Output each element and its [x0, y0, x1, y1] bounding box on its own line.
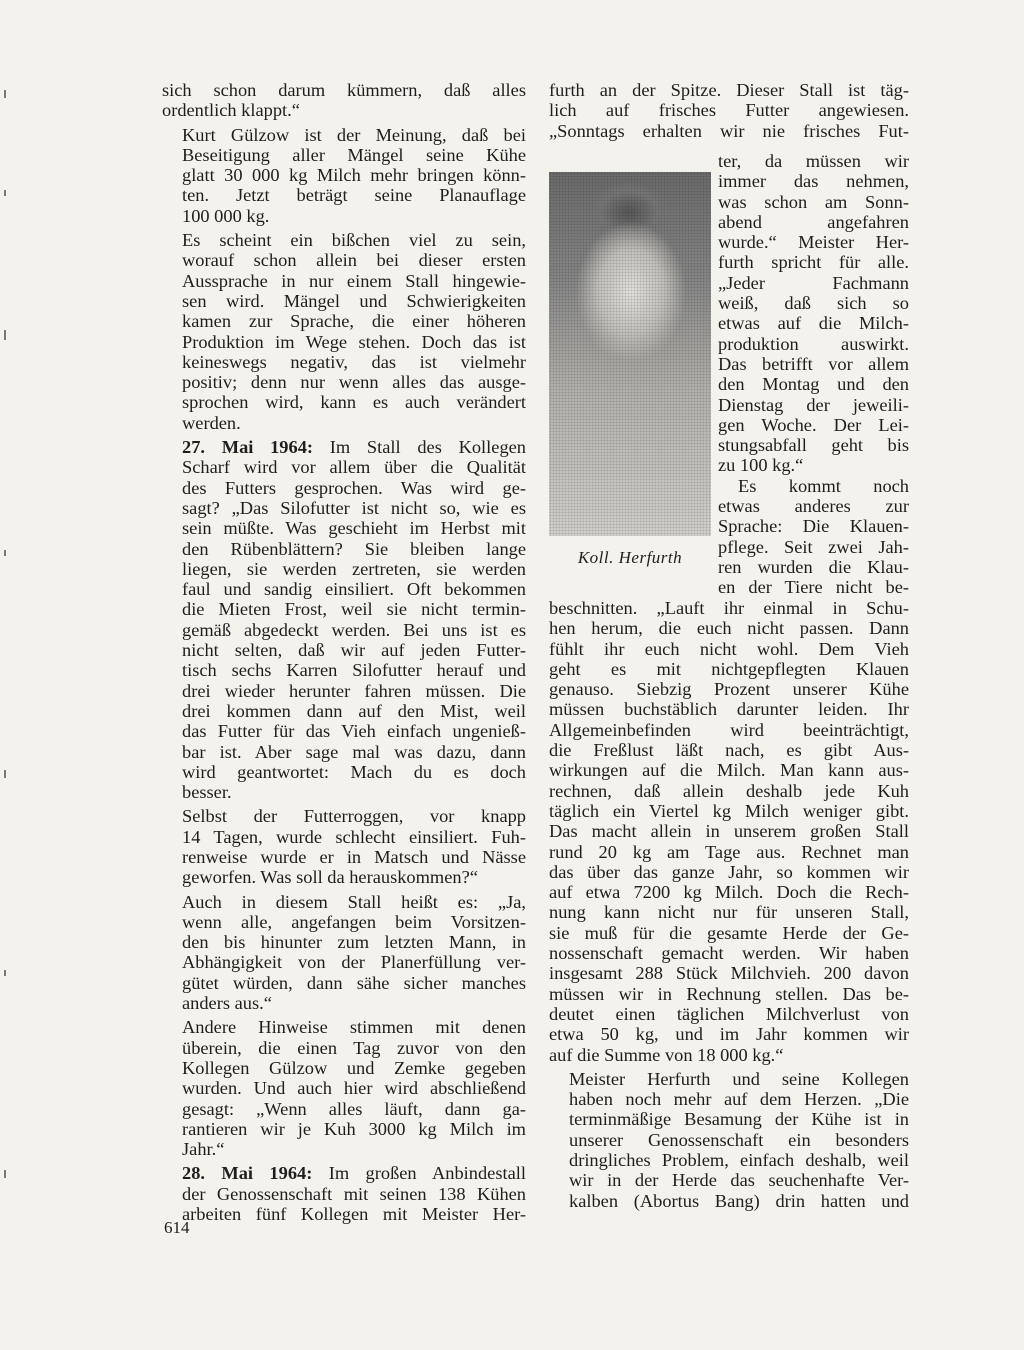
text-line: die Freßlust läßt nach, es gibt Aus-	[549, 740, 909, 761]
text-line: unserer Genossenschaft ein besonders	[569, 1129, 909, 1150]
text-line: Andere Hinweise stimmen mit denen	[182, 1017, 526, 1038]
paragraph	[549, 598, 909, 1065]
text-line: hen herum, die euch nicht passen. Dann	[549, 618, 909, 639]
text-line: faul und sandig einsiliert. Oft bekommen	[182, 579, 526, 600]
text-line: glatt 30 000 kg Milch mehr bringen könn-	[182, 165, 526, 186]
text-line: Selbst der Futterroggen, vor knapp	[182, 806, 526, 827]
text-line: dringliches Problem, einfach deshalb, weil	[569, 1150, 909, 1171]
text-line: deutet einen täglichen Milchverlust von	[549, 1003, 909, 1024]
paragraph	[162, 1163, 526, 1224]
text-line: weiß, daß sich so	[718, 293, 909, 314]
text-line: genauso. Siebzig Prozent unserer Kühe	[549, 679, 909, 700]
text-line: bar ist. Aber sage mal was dazu, dann	[182, 741, 526, 762]
text-line: „Sonntags erhalten wir nie frisches Fut-	[549, 120, 909, 141]
text-line	[162, 1163, 526, 1183]
text-line: ordentlich klappt.“	[162, 100, 300, 121]
text-line: sie muß für die gesamte Herde der Ge-	[549, 922, 909, 943]
text-line: stungsabfall geht bis	[718, 435, 909, 456]
left-text-column	[162, 80, 526, 1224]
text-line: rechnen, daß allein deshalb jede Kuh	[549, 780, 909, 801]
text-line: geworfen. Was soll da herauskommen?“	[182, 867, 478, 888]
text-line: Meister Herfurth und seine Kollegen	[569, 1068, 909, 1089]
text-line: wird geantwortet: Mach du es doch	[182, 761, 526, 782]
text-line: gen Woche. Der Lei-	[718, 414, 909, 435]
text-line: Allgemeinbefinden wird beeinträchtigt,	[549, 719, 909, 740]
text-line: den Montag und den	[718, 374, 909, 395]
text-line: gesagt: „Wenn alles läuft, dann ga-	[182, 1098, 526, 1119]
text-line: worauf schon allein bei dieser ersten	[182, 250, 526, 271]
text-line: ten. Jetzt beträgt seine Planauflage	[182, 185, 526, 206]
text-line: drei wieder herunter fahren müssen. Die	[182, 680, 526, 701]
text-line: sein müßte. Was geschieht im Herbst mit	[182, 518, 526, 539]
portrait-photo	[549, 172, 711, 536]
text-line: den Rübenblättern? Sie bleiben lange	[182, 538, 526, 559]
photo-caption: Koll. Herfurth	[577, 548, 683, 567]
text-line: Das macht allein in unserem großen Stall	[549, 821, 909, 842]
text-line: 100 000 kg.	[182, 205, 270, 226]
text-line: Aussprache in nur einem Stall hingewie-	[182, 270, 526, 291]
text-line: abend angefahren	[718, 211, 909, 232]
line-text: Im Stall des Kollegen	[313, 437, 526, 458]
text-line: ren wurden die Klau-	[718, 556, 909, 577]
text-line: rund 20 kg am Tage aus. Rechnet man	[549, 841, 909, 862]
text-line: Auch in diesem Stall heißt es: „Ja,	[182, 891, 526, 912]
text-line: anders aus.“	[182, 993, 272, 1014]
text-line: etwas anderes zur	[718, 496, 909, 517]
right-text-wrap-column	[718, 151, 909, 598]
text-line: sprochen wird, kann es auch verändert	[182, 392, 526, 413]
text-line: etwas auf die Milch-	[718, 313, 909, 334]
text-line: täglich ein Viertel kg Milch weniger gibt.	[549, 800, 909, 821]
text-line: immer das nehmen,	[718, 171, 909, 192]
text-line: nicht selten, daß wir auf jeden Futter-	[182, 640, 526, 661]
text-line: wirkungen auf die Milch. Man kann aus-	[549, 760, 909, 781]
text-line: das über das ganze Jahr, so kommen wir	[549, 861, 909, 882]
text-line: Es scheint ein bißchen viel zu sein,	[182, 230, 526, 251]
paragraph	[162, 80, 526, 121]
text-line: liegen, sie werden zertreten, sie werden	[182, 558, 526, 579]
text-line: positiv; denn nur wenn alles das ausge-	[182, 372, 526, 393]
text-line: Beseitigung aller Mängel seine Kühe	[182, 144, 526, 165]
paragraph	[162, 230, 526, 433]
text-line: pflege. Seit zwei Jah-	[718, 536, 909, 557]
text-line: wurden. Und auch hier wird abschließend	[182, 1078, 526, 1099]
text-line: arbeiten fünf Kollegen mit Meister Her-	[182, 1204, 526, 1225]
text-line: furth an der Spitze. Dieser Stall ist täg-	[549, 80, 909, 100]
text-line: gütet würden, dann sähe sicher manches	[182, 972, 526, 993]
text-line: auf die Summe von 18 000 kg.“	[549, 1044, 784, 1065]
text-line: produktion auswirkt.	[718, 333, 909, 354]
right-text-column-top	[549, 80, 909, 141]
text-line: nossenschaft gemacht werden. Wir haben	[549, 943, 909, 964]
text-line: 14 Tagen, wurde schlecht einsiliert. Fuh-	[182, 826, 526, 847]
text-line: nung kann nicht nur für unseren Stall,	[549, 902, 909, 923]
text-line: rantieren wir je Kuh 3000 kg Milch im	[182, 1118, 526, 1139]
paragraph	[162, 437, 526, 802]
text-line: besser.	[182, 782, 232, 803]
text-line: furth spricht für alle.	[718, 252, 909, 273]
paragraph	[549, 1069, 909, 1211]
line-text: Im großen Anbindestall	[312, 1163, 526, 1184]
text-line: das Futter für das Vieh einfach ungenieß-	[182, 721, 526, 742]
paragraph	[162, 806, 526, 887]
paragraph	[162, 892, 526, 1014]
text-line: wir in der Herde das seuchenhafte Ver-	[569, 1170, 909, 1191]
paragraph	[162, 125, 526, 226]
text-line: zu 100 kg.“	[718, 455, 804, 476]
text-line: haben noch mehr auf dem Herzen. „Die	[569, 1089, 909, 1110]
page-number: 614	[164, 1218, 190, 1237]
text-line	[162, 437, 526, 457]
text-line: kamen zur Sprache, die einer höheren	[182, 311, 526, 332]
text-line: Kollegen Gülzow und Zemke gegeben	[182, 1057, 526, 1078]
right-text-column-bottom	[549, 598, 909, 1211]
text-line: werden.	[182, 412, 241, 433]
text-line: müssen wir in Rechnung stellen. Das be-	[549, 983, 909, 1004]
text-line: Es kommt noch	[738, 475, 909, 496]
text-line: terminmäßige Besamung der Kühe ist in	[569, 1109, 909, 1130]
text-line: keineswegs negativ, das ist vielmehr	[182, 351, 526, 372]
text-line: ter, da müssen wir	[718, 151, 909, 171]
text-line: tisch sechs Karren Silofutter herauf und	[182, 660, 526, 681]
text-line: fühlt ihr euch nicht wohl. Dem Vieh	[549, 638, 909, 659]
text-line: gemäß abgedeckt werden. Bei uns ist es	[182, 619, 526, 640]
text-line: die Mieten Frost, weil sie nicht termin-	[182, 599, 526, 620]
text-line: wenn alle, angefangen beim Vorsitzen-	[182, 911, 526, 932]
text-line: kalben (Abortus Bang) drin hatten und	[569, 1190, 909, 1211]
text-line: Abhängigkeit von der Planerfüllung ver-	[182, 952, 526, 973]
text-line: insgesamt 288 Stück Milchvieh. 200 davon	[549, 963, 909, 984]
date-heading: 27. Mai 1964:	[182, 437, 314, 458]
text-line: Produktion im Wege stehen. Doch das ist	[182, 331, 526, 352]
text-line: wurde.“ Meister Her-	[718, 232, 909, 253]
text-line: Jahr.“	[182, 1139, 225, 1160]
text-line: drei kommen dann auf den Mist, weil	[182, 700, 526, 721]
text-line: en der Tiere nicht be-	[718, 577, 909, 598]
text-line: beschnitten. „Lauft ihr einmal in Schu-	[549, 598, 909, 618]
text-line: sagt? „Das Silofutter ist nicht so, wie es	[182, 497, 526, 518]
text-line: was schon am Sonn-	[718, 191, 909, 212]
text-line: renweise wurde er in Matsch und Nässe	[182, 846, 526, 867]
text-line: sich schon darum kümmern, daß alles	[162, 80, 526, 100]
paragraph	[162, 1017, 526, 1159]
text-line: müssen buchstäblich darunter leiden. Ihr	[549, 699, 909, 720]
text-line: des Futters gesprochen. Was wird ge-	[182, 477, 526, 498]
text-line: der Genossenschaft mit seinen 138 Kühen	[182, 1183, 526, 1204]
text-line: lich auf frisches Futter angewiesen.	[549, 100, 909, 121]
text-line: Sprache: Die Klauen-	[718, 516, 909, 537]
text-line: überein, die einen Tag zuvor von den	[182, 1037, 526, 1058]
text-line: Kurt Gülzow ist der Meinung, daß bei	[182, 124, 526, 145]
scan-edge-marks	[4, 70, 10, 1320]
text-line: etwa 50 kg, und im Jahr kommen wir	[549, 1024, 909, 1045]
text-line: „Jeder Fachmann	[718, 272, 909, 293]
text-line: sen wird. Mängel und Schwierigkeiten	[182, 290, 526, 311]
text-line: Dienstag der jeweili-	[718, 394, 909, 415]
date-heading: 28. Mai 1964:	[182, 1163, 313, 1184]
text-line: auf etwa 7200 kg Milch. Doch die Rech-	[549, 882, 909, 903]
text-line: den bis hinunter zum letzten Mann, in	[182, 932, 526, 953]
text-line: Das betrifft vor allem	[718, 353, 909, 374]
text-line: geht es mit nichtgepflegten Klauen	[549, 658, 909, 679]
portrait-figure	[549, 172, 711, 568]
text-line: Scharf wird vor allem über die Qualität	[182, 457, 526, 478]
